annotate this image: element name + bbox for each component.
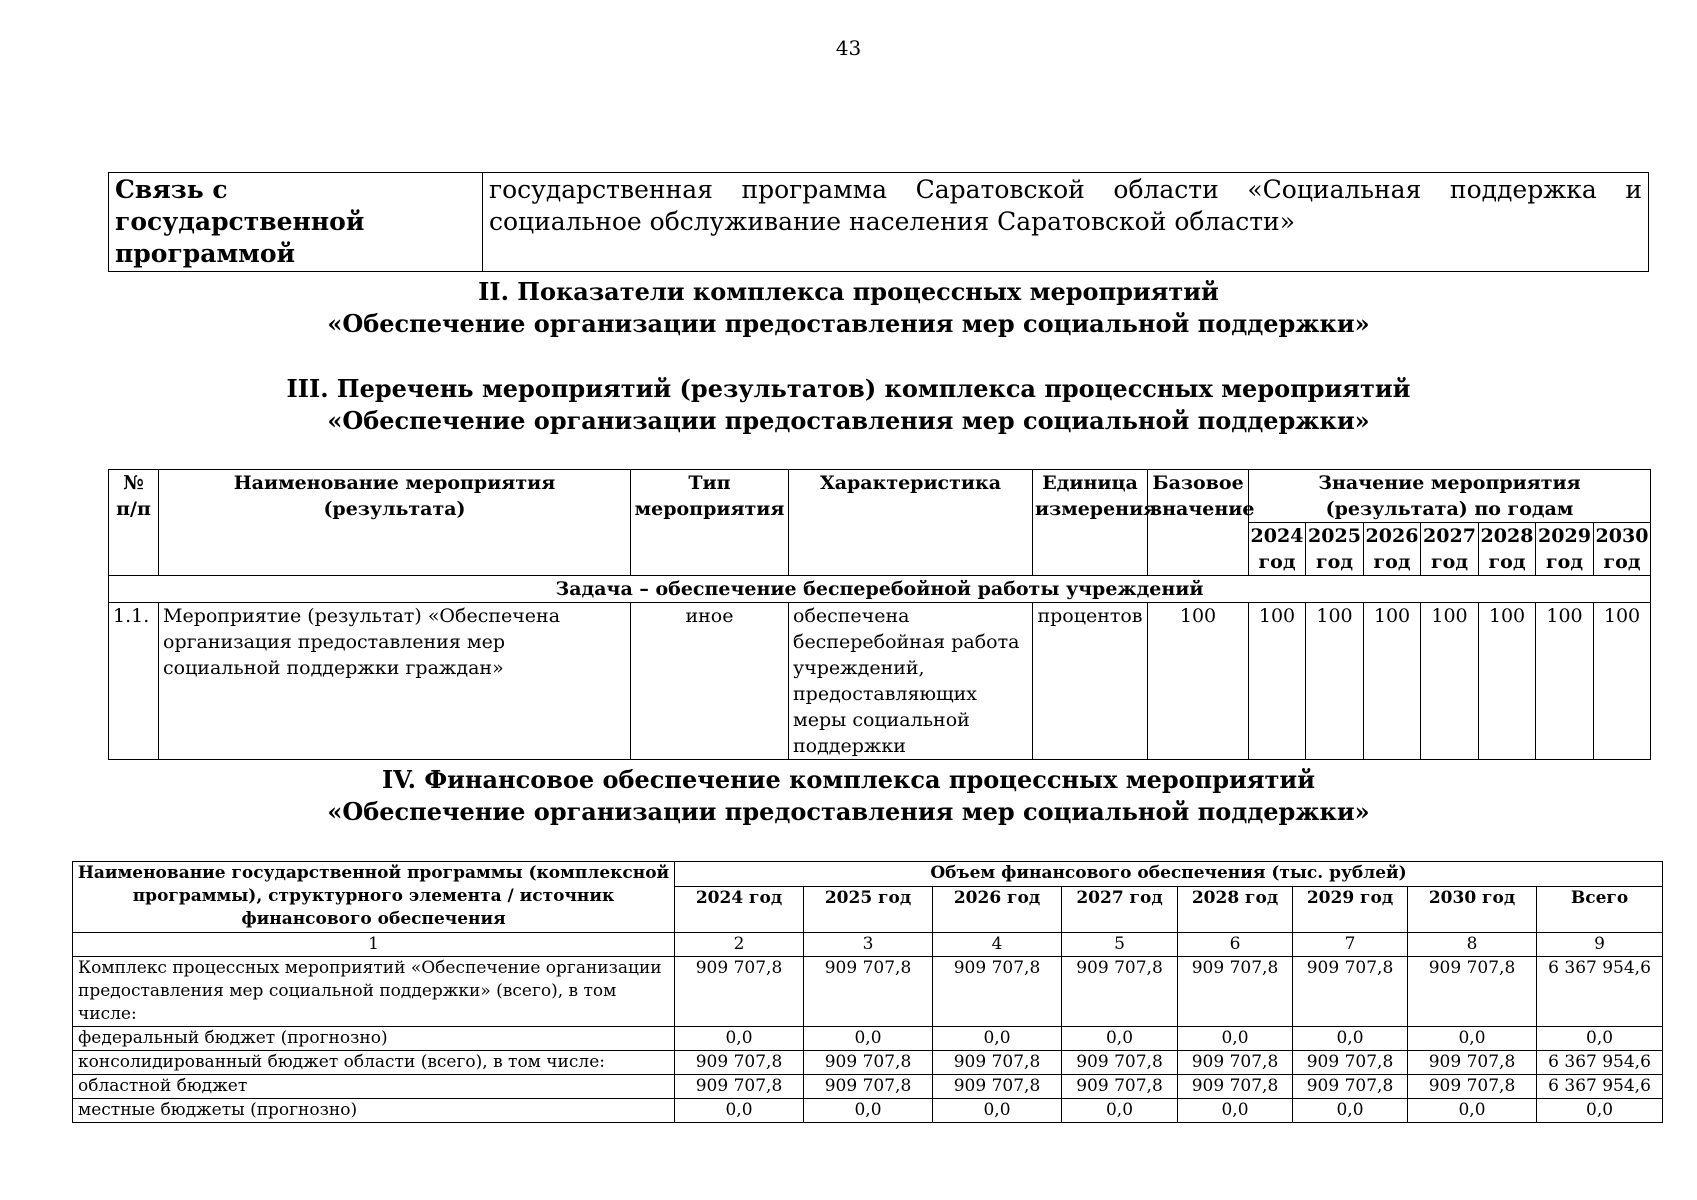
table-row: [73, 1099, 1663, 1123]
section3-title-line2: «Обеспечение организации предоставления мер социальной поддержки»: [327, 406, 1370, 435]
col-header-year: 2028 год: [1479, 523, 1536, 576]
financing-col-header: 2025 год: [804, 887, 933, 933]
financing-total: 0,0: [1537, 1027, 1663, 1051]
financing-row-name: местные бюджеты (прогнозно): [73, 1099, 675, 1123]
financing-value: 909 707,8: [1178, 957, 1293, 1027]
row-value: 100: [1249, 603, 1306, 760]
program-link-value: государственная программа Саратовской области «Социальная поддержка и социальное обслуживание населения Саратовской области»: [483, 173, 1649, 272]
col-header-unit: Единица измерения: [1033, 470, 1148, 576]
financing-value: 0,0: [804, 1099, 933, 1123]
table-row: [73, 1051, 1663, 1075]
financing-col-header: Всего: [1537, 887, 1663, 933]
financing-value: 0,0: [1178, 1099, 1293, 1123]
table-row: [73, 1027, 1663, 1051]
table-row: [109, 603, 1651, 760]
section2-title-line1: II. Показатели комплекса процессных мероприятий: [478, 277, 1219, 306]
row-num: 1.1.: [109, 603, 159, 760]
financing-row-name: федеральный бюджет (прогнозно): [73, 1027, 675, 1051]
col-header-base: Базовое значение: [1148, 470, 1249, 576]
row-value: 100: [1479, 603, 1536, 760]
financing-col-header: 2024 год: [675, 887, 804, 933]
col-header-year: 2025 год: [1306, 523, 1364, 576]
financing-value: 909 707,8: [1408, 1075, 1537, 1099]
col-number: 4: [933, 933, 1062, 957]
financing-value: 909 707,8: [675, 957, 804, 1027]
financing-value: 0,0: [675, 1099, 804, 1123]
section3-title: [0, 373, 1697, 437]
financing-value: 909 707,8: [675, 1051, 804, 1075]
financing-col-number-row: [73, 933, 1663, 957]
col-header-num: № п/п: [109, 470, 159, 576]
col-header-year: 2030 год: [1594, 523, 1651, 576]
row-value: 100: [1594, 603, 1651, 760]
financing-value: 909 707,8: [933, 1075, 1062, 1099]
col-header-name: Наименование мероприятия (результата): [159, 470, 631, 576]
col-header-year: 2027 год: [1421, 523, 1479, 576]
financing-row-name: консолидированный бюджет области (всего), в том числе:: [73, 1051, 675, 1075]
financing-value: 0,0: [1062, 1027, 1178, 1051]
financing-col-header: 2026 год: [933, 887, 1062, 933]
col-header-year: 2026 год: [1364, 523, 1421, 576]
row-characteristic: обеспечена бесперебойная работа учреждений, предоставляющих меры социальной поддержки: [789, 603, 1033, 760]
financing-value: 0,0: [804, 1027, 933, 1051]
section2-title: [0, 276, 1697, 340]
col-header-year: 2029 год: [1536, 523, 1594, 576]
financing-value: 909 707,8: [675, 1075, 804, 1099]
financing-value: 909 707,8: [804, 1051, 933, 1075]
col-header-type: Тип мероприятия: [631, 470, 789, 576]
table-row: [73, 1075, 1663, 1099]
financing-value: 909 707,8: [1178, 1075, 1293, 1099]
financing-value: 0,0: [1062, 1099, 1178, 1123]
section2-title-line2: «Обеспечение организации предоставления мер социальной поддержки»: [327, 309, 1370, 338]
row-unit: процентов: [1033, 603, 1148, 760]
row-name: Мероприятие (результат) «Обеспечена организация предоставления мер социальной поддержки граждан»: [159, 603, 631, 760]
col-header-characteristic: Характеристика: [789, 470, 1033, 576]
financing-value: 0,0: [1293, 1099, 1408, 1123]
task-row: Задача – обеспечение бесперебойной работы учреждений: [109, 576, 1651, 603]
financing-value: 0,0: [1408, 1099, 1537, 1123]
page-number: 43: [835, 36, 862, 60]
col-number: 6: [1178, 933, 1293, 957]
financing-value: 909 707,8: [1062, 957, 1178, 1027]
financing-col-header: 2030 год: [1408, 887, 1537, 933]
row-type: иное: [631, 603, 789, 760]
section4-title: [0, 764, 1697, 828]
row-value: 100: [1364, 603, 1421, 760]
col-number: 9: [1537, 933, 1663, 957]
col-header-values-by-year: Значение мероприятия (результата) по годам: [1249, 470, 1651, 523]
financing-total: 6 367 954,6: [1537, 1051, 1663, 1075]
financing-value: 909 707,8: [804, 1075, 933, 1099]
row-value: 100: [1306, 603, 1364, 760]
financing-value: 909 707,8: [1293, 957, 1408, 1027]
financing-col-header: 2028 год: [1178, 887, 1293, 933]
financing-value: 0,0: [933, 1099, 1062, 1123]
col-number: 3: [804, 933, 933, 957]
financing-value: 0,0: [1408, 1027, 1537, 1051]
col-number: 8: [1408, 933, 1537, 957]
financing-value: 909 707,8: [1293, 1075, 1408, 1099]
row-value: 100: [1536, 603, 1594, 760]
financing-table: [72, 861, 1663, 1123]
financing-value: 909 707,8: [1178, 1051, 1293, 1075]
financing-total: 6 367 954,6: [1537, 1075, 1663, 1099]
row-value: 100: [1421, 603, 1479, 760]
program-link-label: Связь с государственной программой: [109, 173, 483, 272]
col-number: 1: [73, 933, 675, 957]
financing-value: 909 707,8: [1293, 1051, 1408, 1075]
program-link-table: [108, 172, 1649, 272]
col-header-year: 2024 год: [1249, 523, 1306, 576]
activities-table: [108, 469, 1651, 760]
financing-col-header: 2029 год: [1293, 887, 1408, 933]
financing-value: 909 707,8: [1408, 957, 1537, 1027]
table-row: [73, 957, 1663, 1027]
financing-header-name: Наименование государственной программы (комплексной программы), структурного элемента / источник финансового обеспечения: [73, 862, 675, 933]
financing-header-volume: Объем финансового обеспечения (тыс. рублей): [675, 862, 1663, 887]
col-number: 5: [1062, 933, 1178, 957]
financing-total: 0,0: [1537, 1099, 1663, 1123]
financing-row-name: Комплекс процессных мероприятий «Обеспечение организации предоставления мер социальной поддержки» (всего), в том числе:: [73, 957, 675, 1027]
financing-value: 909 707,8: [804, 957, 933, 1027]
section4-title-line1: IV. Финансовое обеспечение комплекса процессных мероприятий: [381, 765, 1316, 794]
financing-value: 909 707,8: [1408, 1051, 1537, 1075]
financing-total: 6 367 954,6: [1537, 957, 1663, 1027]
financing-value: 909 707,8: [1062, 1075, 1178, 1099]
col-number: 7: [1293, 933, 1408, 957]
financing-value: 0,0: [933, 1027, 1062, 1051]
financing-value: 909 707,8: [933, 1051, 1062, 1075]
section3-title-line1: III. Перечень мероприятий (результатов) комплекса процессных мероприятий: [286, 374, 1411, 403]
financing-value: 0,0: [1178, 1027, 1293, 1051]
section4-title-line2: «Обеспечение организации предоставления мер социальной поддержки»: [327, 797, 1370, 826]
financing-value: 909 707,8: [1062, 1051, 1178, 1075]
financing-row-name: областной бюджет: [73, 1075, 675, 1099]
financing-value: 0,0: [1293, 1027, 1408, 1051]
col-number: 2: [675, 933, 804, 957]
financing-value: 0,0: [675, 1027, 804, 1051]
financing-value: 909 707,8: [933, 957, 1062, 1027]
row-base: 100: [1148, 603, 1249, 760]
financing-col-header: 2027 год: [1062, 887, 1178, 933]
